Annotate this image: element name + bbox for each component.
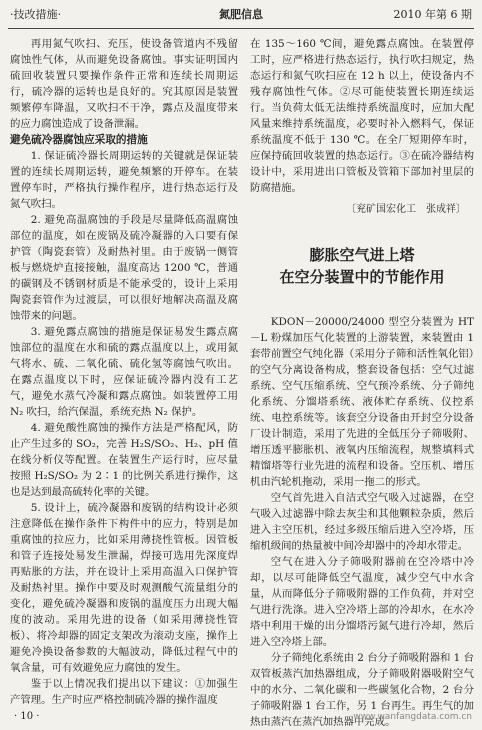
paragraph: 分子筛纯化系统由 2 台分子筛吸附器和 1 台双管板蒸汽加热器组成，分子筛吸附器吸附空气中的水分、二氧化碳和一些碳氢化合物，2 台分子筛吸附器 1 台工作，另 1 台再生。再生气的加热由蒸汽在蒸汽加热器中完成。 bbox=[250, 652, 474, 728]
paragraph: 5. 设计上，硫冷凝器和废锅的结构设计必须注意降低在操作条件下构件中的应力，特别是加重腐蚀的拉应力，比如采用薄挠性管板。因管板和管子连接处易发生泄漏，焊接可选用先深度焊再贴胀的方法，并在设计上采用高温入口保护管及耐热衬里。操作中要及时观测酸气流量组分的变化，避免硫冷凝器和废锅的温度压力出现大幅度的波动。采用先进的设备（如采用薄挠性管板）、将冷却器的固定支架改为滚动支座，操作上避免冷换设备参数的大幅波动，降低过程气中的氧含量，可有效避免应力腐蚀的发生。 bbox=[10, 502, 238, 674]
article-title bbox=[250, 244, 474, 288]
paragraph: 3. 避免露点腐蚀的措施是保证易发生露点腐蚀部位的温度在水和硫的露点温度以上，或用氮气将水、硫、二氧化硫、硫化氢等腐蚀气吹出。在露点温度以下时，应保证硫冷器内没有工艺气，避免水蒸气冷凝和露点腐蚀。如装置停工用 N₂ 吹扫，给汽保温，系统充热 N₂ 保护。 bbox=[10, 326, 238, 418]
article-title-line-2: 在空分装置中的节能作用 bbox=[279, 268, 445, 286]
page-number: · 10 · bbox=[14, 711, 40, 722]
paragraph: 1. 保证硫冷器长周期运转的关键就是保证装置的连续长周期运转，避免频繁的开停车。在装置停车时，严格执行操作程序，进行热态运行及氮气吹扫。 bbox=[10, 150, 238, 210]
page-header bbox=[10, 4, 472, 26]
author-credit: 〔兖矿国宏化工 张成祥〕 bbox=[346, 204, 466, 215]
paragraph: KDON－20000/24000 型空分装置为 HT－L 粉煤加压气化装置的上游装置，来装置由 1 套带前置空气纯化器（采用分子筛和活性氧化铝）的空气分离设备构成，整套设备包括：空气过滤系统、空气压缩系统、空气预冷系统、分子筛纯化系统、分馏塔系统、液体贮存系统、仪控系统、电控系统等。该套空分设备由开封空分设备厂设计制造，采用了先进的全低压分子筛吸附、增压透平膨胀机、液氧内压缩流程，规整填料式精馏塔等行业先进的流程和设备。空压机、增压机由汽轮机拖动，采用一拖二的形式。 bbox=[250, 316, 474, 488]
header-issue: 2010 年第 6 期 bbox=[393, 8, 472, 21]
paragraph: 2. 避免高温腐蚀的手段是尽量降低高温腐蚀部位的温度，如在废锅及硫冷凝器的入口要有保护管（陶瓷套管）及耐热衬里。由于废锅一侧管板与燃烧炉直接接触，温度高达 1200 ℃，普通的碳钢及不锈钢材质是不能承受的，设计上采用陶瓷套管作为过渡层，可以很好地解决高温及腐蚀带来的问题。 bbox=[10, 214, 238, 322]
paragraph: 空气首先进入自洁式空气吸入过滤器，在空气吸入过滤器中除去灰尘和其他颗粒杂质，然后进入主空压机，经过多级压缩后进入空冷塔，压缩机级间的热量被中间冷却器中的冷却水带走。 bbox=[250, 492, 474, 552]
header-section-label: ·技改措施· bbox=[10, 8, 61, 21]
header-journal-name: 氮肥信息 bbox=[219, 8, 263, 21]
article-title-line-1: 膨胀空气进上塔 bbox=[309, 246, 415, 264]
paragraph: 空气在进入分子筛吸附器前在空冷塔中冷却，以尽可能降低空气温度，减少空气中水含量，从而降低分子筛吸附器的工作负荷，并对空气进行洗涤。进入空冷塔上部的冷却水，在水冷塔中利用干燥的出分馏塔污氮气进行冷却，然后进入空冷塔上部。 bbox=[250, 556, 474, 648]
left-column bbox=[10, 36, 238, 708]
right-column bbox=[250, 36, 474, 730]
section-heading: 避免硫冷器腐蚀应采取的措施 bbox=[10, 134, 148, 146]
header-rule bbox=[8, 28, 474, 29]
watermark: www.wanfangdata.com.cn bbox=[353, 712, 472, 722]
paragraph: 再用氮气吹扫、充压，使设备管道内不残留腐蚀性气体，从而避免设备腐蚀。事实证明国内硫回收装置只要操作条件正常和连续长周期运行，硫冷器的运转也是良好的。究其原因是装置频繁停车降温，又吹扫不干净，露点及温度带来的应力腐蚀造成了设备泄漏。 bbox=[10, 38, 238, 130]
paragraph: 4. 避免酸性腐蚀的操作方法是严格配风，防止产生过多的 SO₂，完善 H₂S/SO₂、H₂、pH 值在线分析仪等配置。在装置生产运行时，应尽量按照 H₂S/SO₂ 为 2∶1 的比例关系进行操作，这也是达到最高硫转化率的关键。 bbox=[10, 422, 238, 498]
paragraph: 在 135～160 ℃间，避免露点腐蚀。在装置停工时，应严格进行热态运行，执行吹扫规定，热态运行和氮气吹扫应在 12 h 以上，使设备内不残存腐蚀性气体。②尽可能使装置长期连续运行。当负荷太低无法维持系统温度时，应加大配风量来维持系统温度，必要时补入燃料气，保证系统温度不低于 130 ℃。在全厂短期停车时，应保持硫回收装置的热态运行。③在硫冷器结构设计中，采用进出口管板及管箱下部加衬里层的防腐措施。 bbox=[250, 38, 474, 194]
paragraph: 鉴于以上情况我们提出以下建议：①加强生产管理。生产时应严格控制硫冷器的操作温度 bbox=[10, 678, 238, 706]
